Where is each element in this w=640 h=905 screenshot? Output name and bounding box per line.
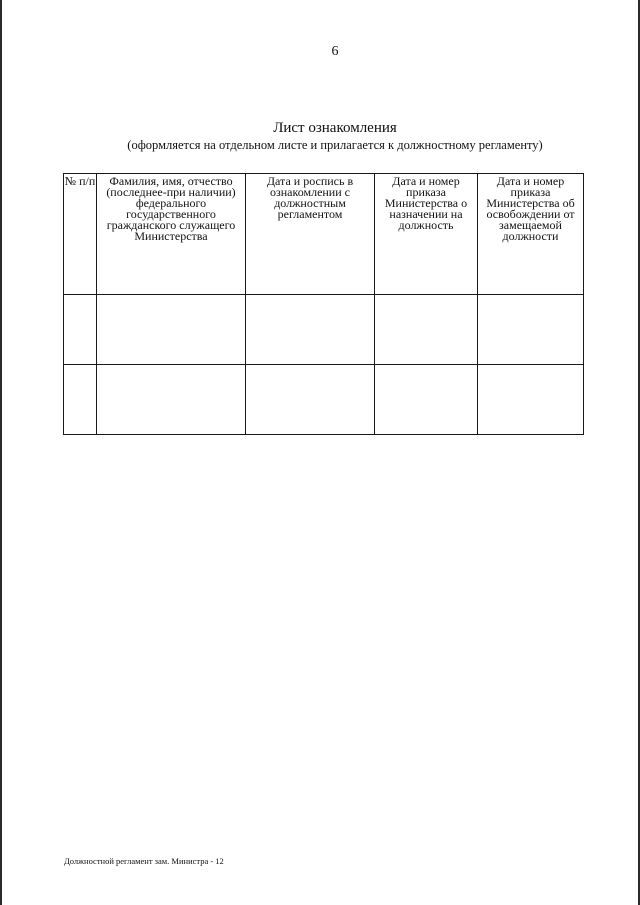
- header-release-order: Дата и номер приказа Министерства об освобождении от замещаемой должности: [478, 174, 584, 295]
- table-cell: [375, 295, 478, 365]
- document-title: Лист ознакомления: [273, 120, 397, 136]
- table-cell: [97, 295, 246, 365]
- document-subtitle: (оформляется на отдельном листе и прилагается к должностному регламенту): [127, 138, 543, 152]
- table-cell: [64, 365, 97, 435]
- table-row: [64, 295, 584, 365]
- table-header-row: [64, 174, 584, 295]
- table-cell: [478, 295, 584, 365]
- page-footer: Должностной регламент зам. Министра - 12: [64, 856, 224, 866]
- table-cell: [246, 295, 375, 365]
- acknowledgment-table: [63, 173, 584, 435]
- table-cell: [478, 365, 584, 435]
- header-full-name: Фамилия, имя, отчество (последнее-при наличии) федерального государственного гражданского служащего Министерства: [97, 174, 246, 295]
- header-appointment-order: Дата и номер приказа Министерства о назначении на должность: [375, 174, 478, 295]
- table-cell: [64, 295, 97, 365]
- table-cell: [375, 365, 478, 435]
- header-acknowledgment-date-signature: Дата и роспись в ознакомлении с должностным регламентом: [246, 174, 375, 295]
- table-cell: [246, 365, 375, 435]
- header-number: № п/п: [64, 174, 97, 295]
- page-number: 6: [331, 44, 339, 59]
- table-row: [64, 365, 584, 435]
- table-cell: [97, 365, 246, 435]
